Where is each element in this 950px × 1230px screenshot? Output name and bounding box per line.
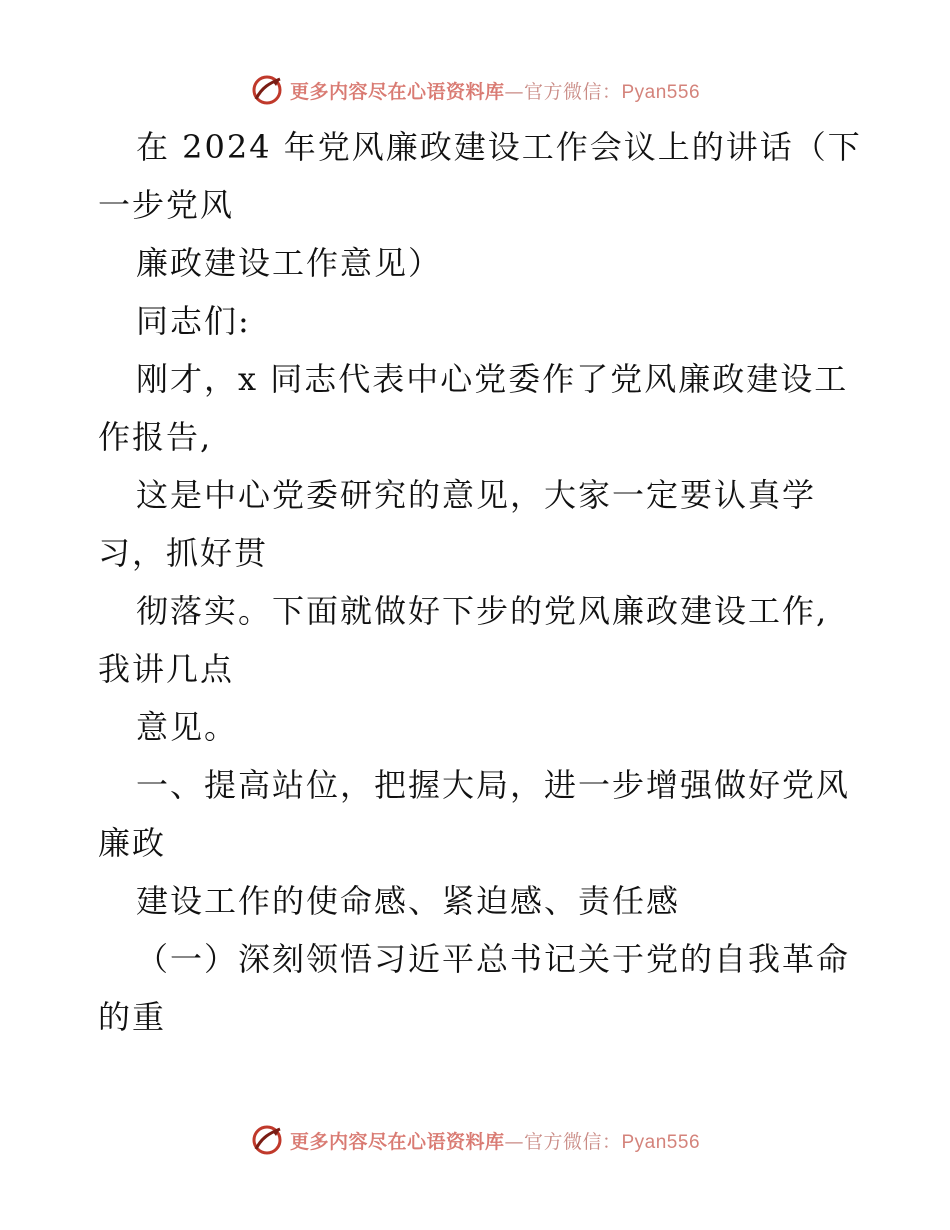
- text-line: 这是中心党委研究的意见，大家一定要认真学: [136, 476, 817, 514]
- text-line: 建设工作的使命感、紧迫感、责任感: [136, 882, 681, 920]
- text-line: 我讲几点: [98, 650, 235, 688]
- text-line: 在 2024 年党风廉政建设工作会议上的讲话（下: [136, 128, 862, 166]
- header-watermark: [0, 70, 950, 110]
- text-line: 同志们:: [136, 302, 251, 340]
- text-line: 刚才，x 同志代表中心党委作了党风廉政建设工: [136, 360, 849, 398]
- text-line: 一、提高站位，把握大局，进一步增强做好党风: [136, 766, 851, 804]
- text-line: 意见。: [136, 708, 239, 746]
- text-line: 廉政: [98, 824, 167, 862]
- watermark-text: 更多内容尽在心语资料库—官方微信：Pyan556: [289, 1130, 701, 1153]
- text-line: 作报告,: [98, 418, 213, 456]
- text-line: 习，抓好贯: [98, 534, 269, 572]
- pen-swirl-logo-icon: [250, 73, 284, 107]
- text-line: （一）深刻领悟习近平总书记关于党的自我革命: [136, 940, 851, 978]
- watermark-text: 更多内容尽在心语资料库—官方微信：Pyan556: [289, 80, 701, 103]
- footer-watermark: [0, 1120, 950, 1160]
- text-line: 的重: [98, 998, 167, 1036]
- text-line: 彻落实。下面就做好下步的党风廉政建设工作,: [136, 592, 829, 630]
- text-line: 廉政建设工作意见）: [136, 244, 443, 282]
- document-body: [98, 118, 862, 1046]
- text-line: 一步党风: [98, 186, 235, 224]
- pen-swirl-logo-icon: [250, 1123, 284, 1157]
